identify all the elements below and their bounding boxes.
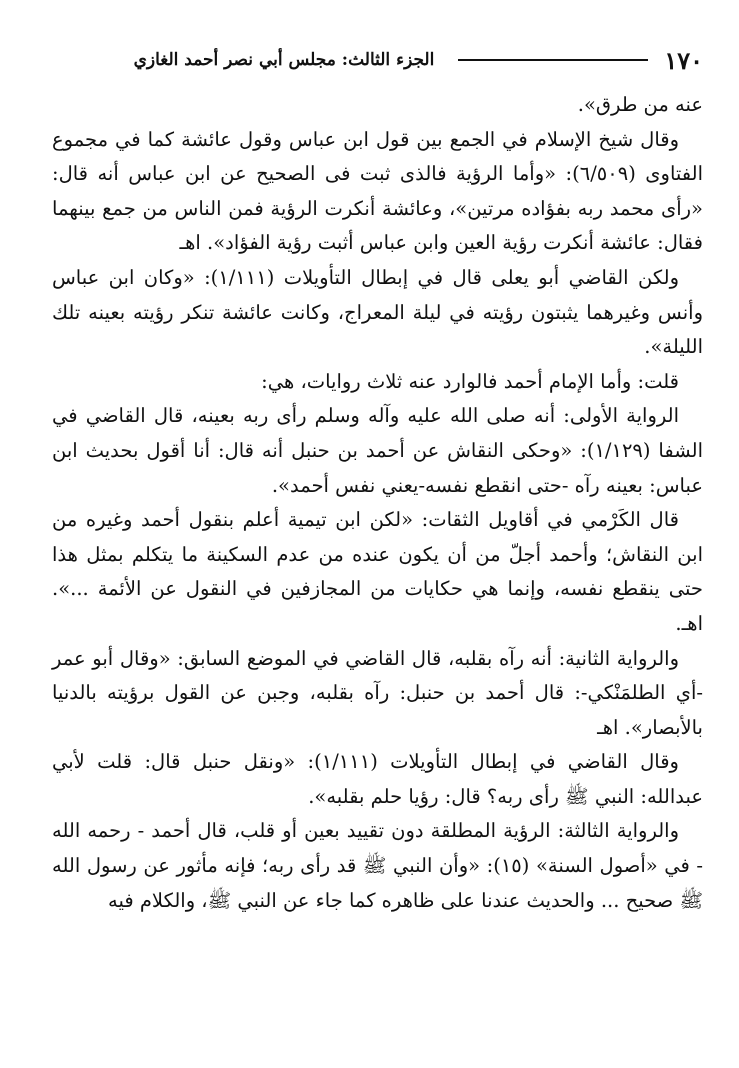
paragraph-first-narration: الرواية الأولى: أنه صلى الله عليه وآله وسلم رأى ربه بعينه، قال القاضي في الشفا (١/١٢٩): «وحكى النقاش عن أحمد بن حنبل أنه قال: أنا أقول بحديث ابن عباس: بعينه رآه -حتى انقطع نفسه-يعني نفس أحمد». [52, 404, 703, 497]
body-text [52, 88, 703, 918]
paragraph-ibn-taymiyyah-quote: وقال شيخ الإسلام في الجمع بين قول ابن عباس وقول عائشة كما في مجموع الفتاوى (٦/٥٠٩): «وأما الرؤية فالذى ثبت فى الصحيح عن ابن عباس أنه قال: «رأى محمد ربه بفؤاده مرتين»، وعائشة أنكرت الرؤية فمن الناس من جمع بينهما فقال: عائشة أنكرت رؤية العين وابن عباس أثبت رؤية الفؤاد». اهـ [52, 127, 703, 255]
paragraph-qadi-abu-yala: ولكن القاضي أبو يعلى قال في إبطال التأويلات (١/١١١): «وكان ابن عباس وأنس وغيرهما يثبتون رؤيته في ليلة المعراج، وكانت عائشة تنكر رؤيته بعينه تلك الليلة». [52, 265, 703, 359]
page-number: ١٧٠ [664, 45, 703, 75]
paragraph-third-narration: والرواية الثالثة: الرؤية المطلقة دون تقييد بعين أو قلب، قال أحمد - رحمه الله - في «أصول السنة» (١٥): «وأن النبي ﷺ قد رأى ربه؛ فإنه مأثور عن رسول الله ﷺ صحيح ... والحديث عندنا على ظاهره كما جاء عن النبي ﷺ، والكلام فيه [52, 819, 703, 912]
running-title: الجزء الثالث: مجلس أبي نصر أحمد الغازي [133, 50, 435, 70]
paragraph-karmi-quote: قال الكَرْمي في أقاويل الثقات: «لكن ابن تيمية أعلم بنقول أحمد وغيره من ابن النقاش؛ وأحمد أجلّ من أن يكون عنده من عدم السكينة ما يتكلم بمثل هذا حتى ينقطع نفسه، وإنما هي حكايات من المجازفين في النقول عن الأئمة ...». اهـ. [52, 508, 703, 635]
paragraph-hanbal-quote: وقال القاضي في إبطال التأويلات (١/١١١): «ونقل حنبل قال: قلت لأبي عبدالله: النبي ﷺ رأى ربه؟ قال: رؤيا حلم بقلبه». [52, 750, 703, 808]
paragraph-continuation: عنه من طرق». [577, 93, 703, 116]
paragraph-imam-ahmad-intro: قلت: وأما الإمام أحمد فالوارد عنه ثلاث روايات، هي: [261, 369, 679, 393]
paragraph-second-narration: والرواية الثانية: أنه رآه بقلبه، قال القاضي في الموضع السابق: «وقال أبو عمر -أي الطلمَنْكي-: قال أحمد بن حنبل: رآه بقلبه، وجبن عن القول برؤيته بالدنيا بالأبصار». اهـ [52, 646, 703, 739]
header-rule [458, 59, 648, 61]
page-header [52, 40, 703, 80]
